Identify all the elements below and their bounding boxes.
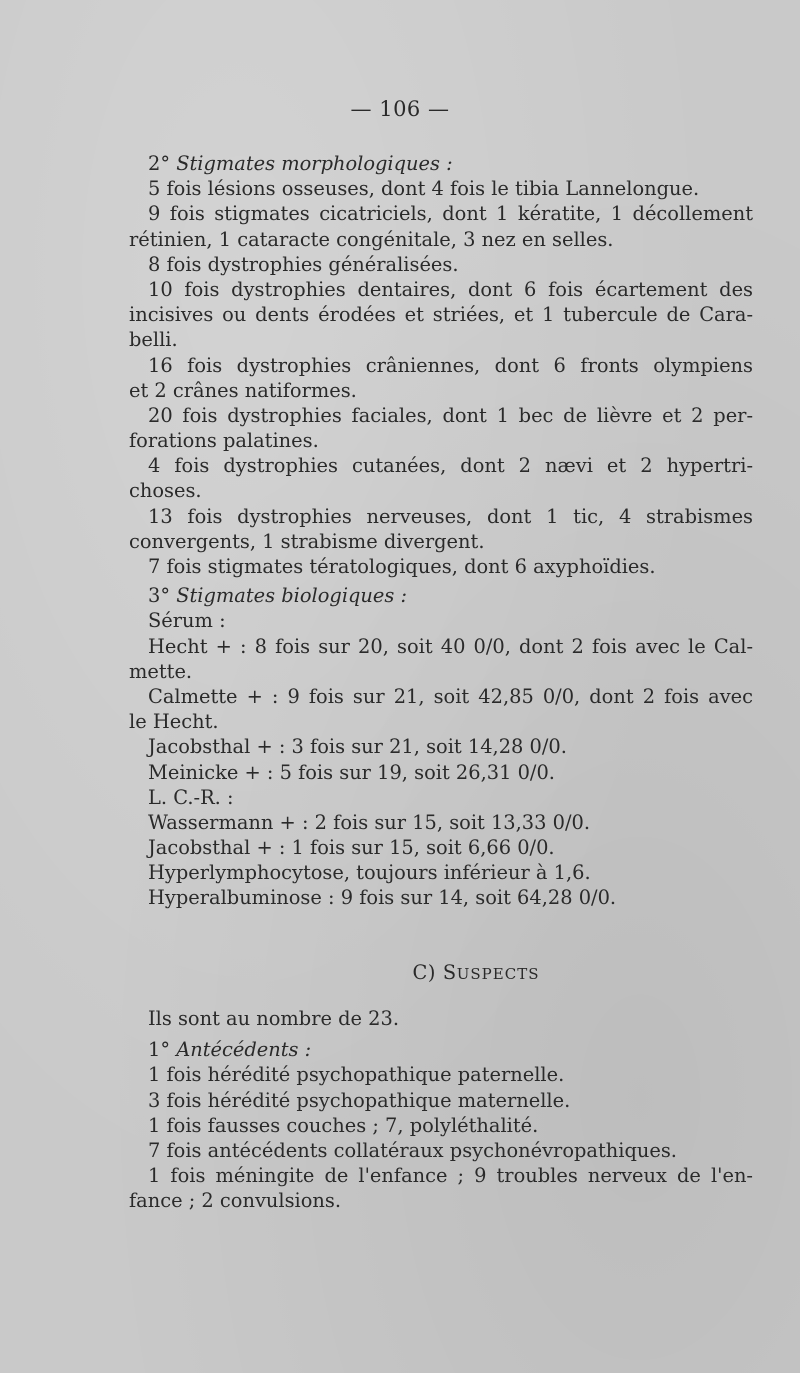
heading-title: Stigmates biologiques : <box>176 584 408 608</box>
text-line: convergents, 1 strabisme divergent. <box>129 529 485 553</box>
text-line: et 2 crânes natiformes. <box>129 378 357 402</box>
text-line: Sérum : <box>148 609 226 633</box>
text-line: Jacobsthal + : 1 fois sur 15, soit 6,66 0/0. <box>148 836 555 860</box>
heading-title: Stigmates morphologiques : <box>176 152 453 175</box>
text-line: 1 fois méningite de l'enfance ; 9 troubles nerveux de l'en- <box>148 1164 753 1188</box>
section-heading-biological <box>129 583 753 608</box>
text-line: rétinien, 1 cataracte congénitale, 3 nez en selles. <box>129 227 614 251</box>
text-line: 20 fois dystrophies faciales, dont 1 bec de lièvre et 2 per- <box>148 403 753 427</box>
text-line: incisives ou dents érodées et striées, et 1 tubercule de Cara- <box>129 303 753 327</box>
text-line: fance ; 2 convulsions. <box>129 1189 342 1213</box>
text-line: L. C.-R. : <box>148 785 234 809</box>
section-title-suspects <box>129 960 753 985</box>
page-number: — 106 — <box>350 97 450 121</box>
text-line: Hyperlymphocytose, toujours inférieur à 1,6. <box>148 861 591 885</box>
section-letter: C) <box>412 961 437 984</box>
text-line: Jacobsthal + : 3 fois sur 21, soit 14,28 0/0. <box>148 735 567 759</box>
text-line: Hyperalbuminose : 9 fois sur 14, soit 64,28 0/0. <box>148 886 617 910</box>
text-line: 9 fois stigmates cicatriciels, dont 1 kératite, 1 décollement <box>148 202 753 226</box>
text-line: 1 fois hérédité psychopathique paternelle. <box>148 1063 565 1087</box>
text-line: Wassermann + : 2 fois sur 15, soit 13,33 0/0. <box>148 810 591 834</box>
heading-number: 1° <box>148 1038 171 1062</box>
text-line: 7 fois stigmates tératologiques, dont 6 axyphoïdies. <box>148 555 656 578</box>
text-line: belli. <box>129 328 178 352</box>
text-line: 10 fois dystrophies dentaires, dont 6 fois écartement des <box>148 277 753 301</box>
text-line: le Hecht. <box>129 710 219 734</box>
heading-title: Antécédents : <box>176 1038 312 1062</box>
text-line: 16 fois dystrophies crâniennes, dont 6 fronts olympiens <box>148 353 753 377</box>
text-line: Ils sont au nombre de 23. <box>148 1007 400 1030</box>
text-line: 8 fois dystrophies généralisées. <box>148 252 459 276</box>
suspects-section <box>129 1006 753 1214</box>
heading-number: 3° <box>148 584 171 608</box>
text-line: Meinicke + : 5 fois sur 19, soit 26,31 0/0. <box>148 760 555 784</box>
text-line: 13 fois dystrophies nerveuses, dont 1 tic, 4 strabismes <box>148 504 753 528</box>
morphological-stigmata-section <box>129 151 753 911</box>
text-line: 7 fois antécédents collatéraux psychonévropathiques. <box>148 1138 677 1162</box>
text-line: 4 fois dystrophies cutanées, dont 2 nævi et 2 hypertri- <box>148 454 753 478</box>
text-line: Calmette + : 9 fois sur 21, soit 42,85 0/0, dont 2 fois avec <box>148 684 753 708</box>
text-line: Hecht + : 8 fois sur 20, soit 40 0/0, dont 2 fois avec le Cal- <box>148 634 753 658</box>
section-heading-antecedents <box>129 1037 753 1062</box>
heading-number: 2° <box>148 152 171 175</box>
section-title-first-letter: S <box>442 961 457 984</box>
text-line: 1 fois fausses couches ; 7, polyléthalité. <box>148 1113 539 1137</box>
text-line: choses. <box>129 479 202 503</box>
section-heading-morphological <box>129 151 753 176</box>
section-c <box>129 960 753 985</box>
text-line: mette. <box>129 659 193 683</box>
text-line: 5 fois lésions osseuses, dont 4 fois le tibia Lannelongue. <box>148 177 700 201</box>
text-line: forations palatines. <box>129 429 319 453</box>
section-title-rest: USPECTS <box>456 965 540 983</box>
text-line: 3 fois hérédité psychopathique maternelle. <box>148 1088 571 1112</box>
